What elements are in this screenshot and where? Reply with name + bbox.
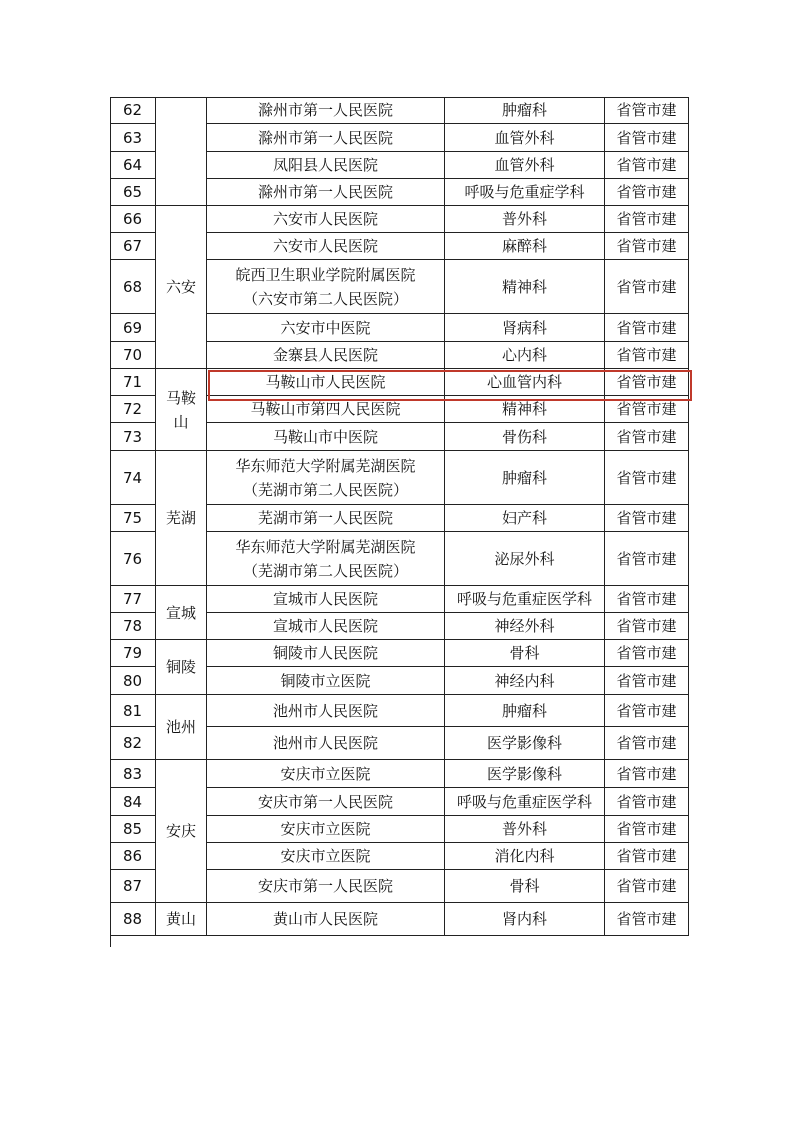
department: 消化内科	[445, 843, 605, 870]
hospital-name: 池州市人民医院	[207, 695, 445, 727]
row-number: 75	[110, 505, 156, 532]
hospital-name: 滁州市第一人民医院	[207, 97, 445, 124]
row-number: 77	[110, 586, 156, 613]
hospital-name: 马鞍山市第四人民医院	[207, 396, 445, 423]
hospital-name: 铜陵市人民医院	[207, 640, 445, 667]
construction-type: 省管市建	[605, 260, 689, 314]
construction-type: 省管市建	[605, 613, 689, 640]
city-name: 黄山	[156, 903, 207, 936]
construction-type: 省管市建	[605, 667, 689, 695]
row-number: 71	[110, 369, 156, 396]
city-name-line: 山	[173, 412, 189, 431]
row-number: 82	[110, 727, 156, 760]
hospital-name-line: （六安市第二人民医院）	[242, 289, 408, 308]
department: 医学影像科	[445, 727, 605, 760]
hospital-name: 滁州市第一人民医院	[207, 179, 445, 206]
row-number: 84	[110, 788, 156, 816]
construction-type: 省管市建	[605, 124, 689, 152]
city-name: 芜湖	[156, 451, 207, 586]
construction-type: 省管市建	[605, 727, 689, 760]
row-number: 79	[110, 640, 156, 667]
department: 骨科	[445, 640, 605, 667]
hospital-name: 安庆市立医院	[207, 816, 445, 843]
row-number: 63	[110, 124, 156, 152]
construction-type: 省管市建	[605, 586, 689, 613]
hospital-name	[207, 532, 445, 586]
row-number: 88	[110, 903, 156, 936]
hospital-name: 池州市人民医院	[207, 727, 445, 760]
city-name	[156, 97, 207, 206]
hospital-name: 安庆市第一人民医院	[207, 788, 445, 816]
construction-type: 省管市建	[605, 870, 689, 903]
row-number: 68	[110, 260, 156, 314]
construction-type: 省管市建	[605, 843, 689, 870]
row-number: 87	[110, 870, 156, 903]
construction-type: 省管市建	[605, 695, 689, 727]
hospital-name: 宣城市人民医院	[207, 613, 445, 640]
city-name: 六安	[156, 206, 207, 369]
department: 神经外科	[445, 613, 605, 640]
department: 呼吸与危重症医学科	[445, 788, 605, 816]
construction-type: 省管市建	[605, 233, 689, 260]
hospital-name: 凤阳县人民医院	[207, 152, 445, 179]
hospital-name: 六安市人民医院	[207, 233, 445, 260]
hospital-name: 六安市人民医院	[207, 206, 445, 233]
row-number: 64	[110, 152, 156, 179]
department: 肿瘤科	[445, 695, 605, 727]
department: 普外科	[445, 816, 605, 843]
city-name: 铜陵	[156, 640, 207, 695]
hospital-name-line: 皖西卫生职业学院附属医院	[235, 265, 416, 284]
row-number: 76	[110, 532, 156, 586]
construction-type: 省管市建	[605, 760, 689, 788]
construction-type: 省管市建	[605, 206, 689, 233]
department: 肾病科	[445, 314, 605, 342]
row-number: 85	[110, 816, 156, 843]
hospital-name: 宣城市人民医院	[207, 586, 445, 613]
hospital-name: 黄山市人民医院	[207, 903, 445, 936]
row-number: 81	[110, 695, 156, 727]
construction-type: 省管市建	[605, 342, 689, 369]
city-name: 池州	[156, 695, 207, 760]
department: 呼吸与危重症学科	[445, 179, 605, 206]
hospital-name: 安庆市立医院	[207, 843, 445, 870]
construction-type: 省管市建	[605, 451, 689, 505]
construction-type: 省管市建	[605, 179, 689, 206]
department: 肾内科	[445, 903, 605, 936]
department: 骨伤科	[445, 423, 605, 451]
row-number: 72	[110, 396, 156, 423]
row-number: 66	[110, 206, 156, 233]
hospital-name-line: 华东师范大学附属芜湖医院	[235, 537, 416, 556]
row-number: 80	[110, 667, 156, 695]
row-number: 62	[110, 97, 156, 124]
department: 妇产科	[445, 505, 605, 532]
construction-type: 省管市建	[605, 505, 689, 532]
department: 血管外科	[445, 152, 605, 179]
row-number: 74	[110, 451, 156, 505]
hospital-name: 安庆市第一人民医院	[207, 870, 445, 903]
city-name-line: 马鞍	[165, 388, 196, 407]
construction-type: 省管市建	[605, 396, 689, 423]
department: 医学影像科	[445, 760, 605, 788]
department: 心内科	[445, 342, 605, 369]
hospital-name: 安庆市立医院	[207, 760, 445, 788]
construction-type: 省管市建	[605, 97, 689, 124]
construction-type: 省管市建	[605, 314, 689, 342]
hospital-name: 六安市中医院	[207, 314, 445, 342]
hospital-name-line: （芜湖市第二人民医院）	[242, 480, 408, 499]
department: 血管外科	[445, 124, 605, 152]
construction-type: 省管市建	[605, 816, 689, 843]
construction-type: 省管市建	[605, 423, 689, 451]
row-number: 83	[110, 760, 156, 788]
construction-type: 省管市建	[605, 369, 689, 396]
row-number: 65	[110, 179, 156, 206]
hospital-name: 铜陵市立医院	[207, 667, 445, 695]
row-number: 86	[110, 843, 156, 870]
department: 神经内科	[445, 667, 605, 695]
department: 精神科	[445, 396, 605, 423]
hospital-name-line: 华东师范大学附属芜湖医院	[235, 456, 416, 475]
hospital-name: 马鞍山市人民医院	[207, 369, 445, 396]
hospital-name: 马鞍山市中医院	[207, 423, 445, 451]
department: 呼吸与危重症医学科	[445, 586, 605, 613]
row-number: 78	[110, 613, 156, 640]
hospital-name	[207, 260, 445, 314]
hospital-name: 金寨县人民医院	[207, 342, 445, 369]
department: 精神科	[445, 260, 605, 314]
department: 肿瘤科	[445, 451, 605, 505]
construction-type: 省管市建	[605, 152, 689, 179]
department: 泌尿外科	[445, 532, 605, 586]
row-number: 67	[110, 233, 156, 260]
construction-type: 省管市建	[605, 640, 689, 667]
hospital-name	[207, 451, 445, 505]
row-number: 69	[110, 314, 156, 342]
construction-type: 省管市建	[605, 788, 689, 816]
department: 麻醉科	[445, 233, 605, 260]
city-name: 安庆	[156, 760, 207, 903]
department: 肿瘤科	[445, 97, 605, 124]
city-name	[156, 369, 207, 451]
row-number: 70	[110, 342, 156, 369]
department: 骨科	[445, 870, 605, 903]
city-name: 宣城	[156, 586, 207, 640]
hospital-name: 滁州市第一人民医院	[207, 124, 445, 152]
row-number: 73	[110, 423, 156, 451]
hospital-name: 芜湖市第一人民医院	[207, 505, 445, 532]
department: 心血管内科	[445, 369, 605, 396]
hospital-name-line: （芜湖市第二人民医院）	[242, 561, 408, 580]
construction-type: 省管市建	[605, 903, 689, 936]
hospital-table	[110, 97, 689, 947]
construction-type: 省管市建	[605, 532, 689, 586]
department: 普外科	[445, 206, 605, 233]
